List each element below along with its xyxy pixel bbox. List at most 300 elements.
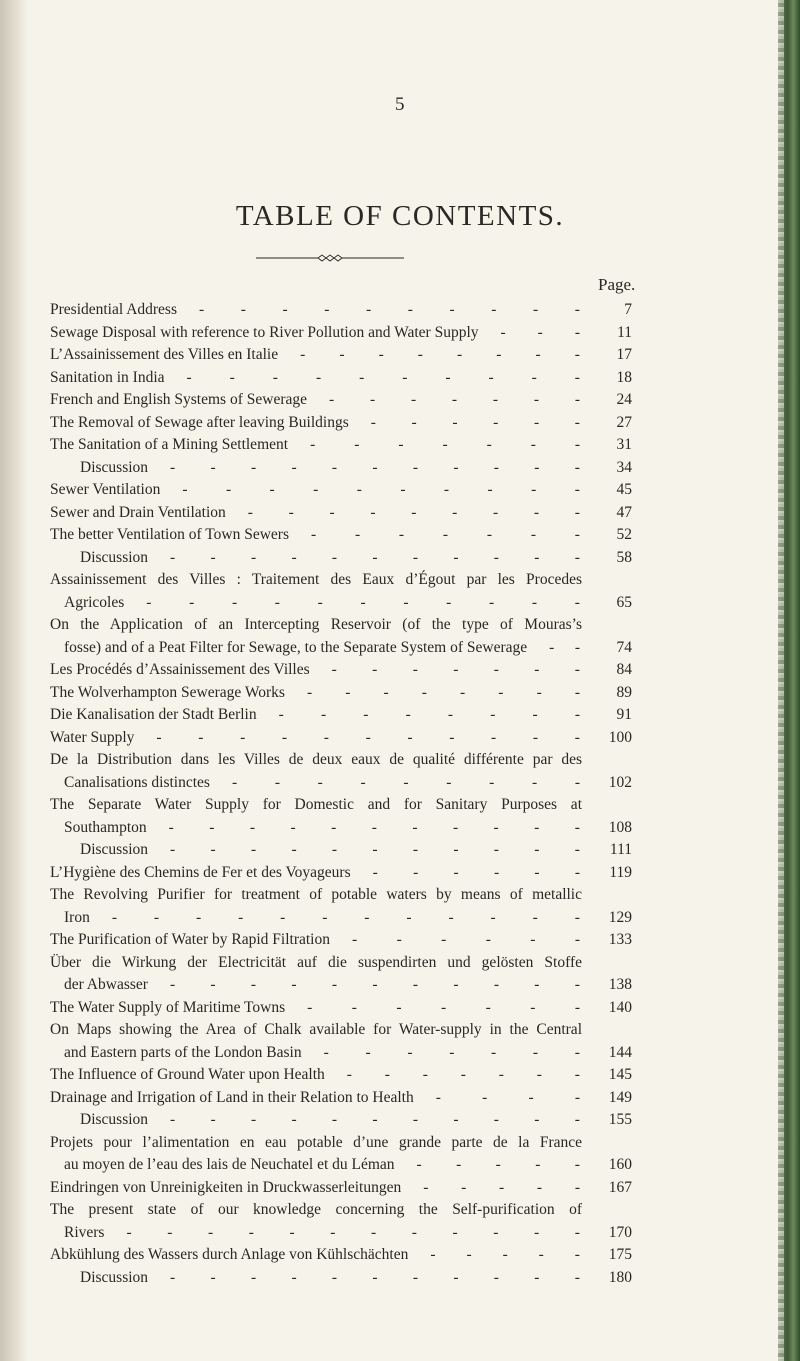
- leader-dash: -: [291, 976, 297, 993]
- toc-entry: [50, 434, 632, 457]
- toc-entry-title: Sewer Ventilation: [50, 481, 161, 498]
- toc-entry-title-line-2: Rivers: [64, 1223, 105, 1241]
- leader-dash: -: [574, 661, 580, 678]
- toc-entry-title: The better Ventilation of Town Sewers: [50, 526, 289, 543]
- toc-entry: [50, 997, 632, 1020]
- leader-dash: -: [491, 1043, 497, 1061]
- leader-dash: -: [482, 1088, 488, 1106]
- leader-dashes: [324, 1042, 580, 1065]
- leader-dash: -: [372, 841, 378, 858]
- leader-dash: -: [207, 1223, 214, 1241]
- toc-entry-title: Discussion: [80, 548, 149, 566]
- leader-dash: -: [430, 1246, 436, 1263]
- leader-dashes: [332, 659, 580, 682]
- leader-dashes: [311, 524, 580, 547]
- leader-dash: -: [435, 1088, 441, 1106]
- leader-dash: -: [488, 368, 494, 386]
- leader-dash: -: [249, 818, 256, 836]
- leader-dash: -: [423, 1178, 429, 1196]
- leader-dash: -: [452, 1223, 458, 1241]
- leader-dash: -: [269, 481, 275, 498]
- leader-dash: -: [331, 548, 338, 566]
- leader-dash: -: [398, 436, 404, 453]
- leader-dash: -: [282, 301, 288, 318]
- leader-dash: -: [372, 1268, 378, 1286]
- leader-dash: -: [225, 481, 232, 498]
- leader-dash: -: [531, 773, 538, 791]
- leader-dash: -: [278, 706, 284, 723]
- leader-dash: -: [487, 481, 493, 498]
- leader-dash: -: [534, 841, 540, 858]
- toc-entry: [50, 569, 632, 614]
- leader-dash: -: [210, 1268, 216, 1286]
- leader-dash: -: [291, 1268, 297, 1286]
- leader-dash: -: [574, 1043, 580, 1061]
- toc-entry-page: 74: [616, 638, 632, 656]
- leader-dash: -: [537, 323, 543, 341]
- leader-dash: -: [574, 346, 580, 363]
- leader-dash: -: [416, 1156, 422, 1173]
- leader-dash: -: [354, 436, 360, 453]
- toc-entry-title-line-1: Projets pour l’alimentation en eau potable d’une grande parte de la France: [50, 1133, 582, 1151]
- leader-dash: -: [498, 1066, 504, 1083]
- leader-dashes: [170, 974, 580, 997]
- leader-dash: -: [111, 908, 117, 926]
- toc-entry-page: 17: [616, 346, 632, 363]
- toc-entry-title: The Purification of Water by Rapid Filtration: [50, 931, 330, 948]
- leader-dash: -: [453, 863, 459, 881]
- leader-dash: -: [574, 1178, 580, 1196]
- toc-entry: [50, 682, 632, 705]
- leader-dash: -: [534, 458, 540, 476]
- leader-dash: -: [412, 458, 419, 476]
- toc-entry-title-line-1: The Separate Water Supply for Domestic and for Sanitary Purposes at: [50, 796, 582, 813]
- leader-dash: -: [449, 301, 455, 318]
- leader-dash: -: [457, 346, 463, 363]
- leader-dash: -: [532, 1043, 539, 1061]
- toc-entry-title: The Wolverhampton Sewerage Works: [50, 683, 285, 701]
- leader-dash: -: [530, 998, 536, 1016]
- toc-entry: [50, 547, 632, 570]
- leader-dash: -: [372, 458, 378, 476]
- leader-dash: -: [493, 503, 499, 521]
- leader-dash: -: [534, 863, 540, 881]
- leader-dash: -: [574, 323, 580, 341]
- toc-entry: [50, 862, 632, 885]
- leader-dash: -: [195, 908, 202, 926]
- leader-dash: -: [574, 301, 580, 318]
- leader-dash: -: [370, 503, 376, 521]
- leader-dash: -: [422, 1066, 428, 1083]
- leader-dash: -: [461, 1178, 467, 1196]
- leader-dashes: [182, 479, 580, 502]
- leader-dashes: [170, 839, 580, 862]
- leader-dash: -: [274, 773, 280, 791]
- leader-dash: -: [442, 436, 448, 453]
- leader-dash: -: [372, 863, 378, 881]
- leader-dash: -: [574, 436, 580, 453]
- leader-dashes: [112, 907, 580, 930]
- leader-dash: -: [451, 391, 458, 408]
- leader-dash: -: [453, 976, 459, 993]
- leader-dash: -: [378, 346, 384, 363]
- leader-dash: -: [441, 998, 447, 1016]
- leader-dash: -: [443, 481, 450, 498]
- leader-dash: -: [453, 841, 459, 858]
- toc-entry-page: 180: [608, 1268, 632, 1286]
- leader-dash: -: [412, 976, 419, 993]
- leader-dash: -: [417, 346, 423, 363]
- leader-dash: -: [199, 301, 205, 318]
- toc-entry-page: 27: [616, 413, 632, 431]
- leader-dash: -: [369, 391, 376, 408]
- leader-dash: -: [248, 1223, 254, 1241]
- leader-dashes: [146, 592, 580, 615]
- leader-dashes: [347, 1064, 580, 1087]
- leader-dash: -: [452, 413, 458, 431]
- leader-dash: -: [371, 818, 377, 836]
- leader-dash: -: [492, 391, 499, 408]
- toc-entry-page: 58: [616, 548, 632, 566]
- leader-dash: -: [370, 1223, 377, 1241]
- leader-dash: -: [421, 683, 427, 701]
- leader-dash: -: [407, 728, 413, 746]
- leader-dash: -: [534, 548, 540, 566]
- toc-entry-page: 138: [608, 976, 632, 993]
- leader-dash: -: [574, 1223, 580, 1241]
- leader-dash: -: [574, 458, 580, 476]
- leader-dash: -: [170, 458, 176, 476]
- leader-dash: -: [490, 908, 496, 926]
- leader-dash: -: [446, 773, 452, 791]
- leader-dash: -: [493, 1268, 499, 1286]
- leader-dashes: [417, 1154, 580, 1177]
- leader-dash: -: [574, 368, 580, 386]
- toc-entry: [50, 749, 632, 794]
- leader-dash: -: [574, 548, 580, 566]
- leader-dash: -: [331, 976, 338, 993]
- leader-dash: -: [229, 368, 235, 386]
- leader-dash: -: [574, 1088, 580, 1106]
- toc-entry: [50, 659, 632, 682]
- toc-entry: [50, 457, 632, 480]
- leader-dash: -: [186, 368, 192, 386]
- leader-dash: -: [339, 346, 345, 363]
- leader-dash: -: [536, 1178, 543, 1196]
- leader-dash: -: [412, 661, 418, 678]
- toc-entry: [50, 929, 632, 952]
- leader-dash: -: [365, 728, 371, 746]
- leader-dash: -: [324, 301, 330, 318]
- toc-entry-title-line-1: De la Distribution dans les Villes de deux eaux de qualité différente par des: [50, 751, 582, 768]
- leader-dashes: [156, 727, 580, 750]
- leader-dash: -: [574, 1268, 580, 1286]
- leader-dash: -: [250, 1268, 257, 1286]
- leader-dash: -: [198, 728, 204, 746]
- leader-dash: -: [170, 1111, 176, 1128]
- toc-entry: [50, 794, 632, 839]
- leader-dash: -: [210, 458, 216, 476]
- leader-dashes: [307, 997, 580, 1020]
- leader-dash: -: [412, 818, 418, 836]
- leader-dash: -: [405, 706, 411, 723]
- leader-dashes: [279, 704, 580, 727]
- leader-dash: -: [574, 728, 580, 746]
- leader-dash: -: [250, 1111, 257, 1128]
- leader-dash: -: [372, 1111, 378, 1128]
- toc-entry-title: Abkühlung des Wassers durch Anlage von Kühlschächten: [50, 1246, 409, 1263]
- toc-entry-page: 145: [608, 1066, 632, 1083]
- leader-dash: -: [495, 1156, 501, 1173]
- leader-dash: -: [493, 863, 500, 881]
- leader-dash: -: [398, 526, 405, 543]
- leader-dash: -: [351, 998, 357, 1016]
- leader-dash: -: [331, 661, 337, 678]
- toc-entry-title: Presidential Address: [50, 301, 177, 318]
- leader-dash: -: [489, 773, 495, 791]
- leader-dash: -: [238, 908, 244, 926]
- leader-dash: -: [574, 998, 580, 1016]
- leader-dash: -: [574, 503, 580, 521]
- leader-dash: -: [313, 481, 319, 498]
- leader-dash: -: [493, 976, 499, 993]
- toc-entry-page: 102: [608, 773, 632, 791]
- leader-dash: -: [323, 1043, 329, 1061]
- leader-dash: -: [532, 706, 538, 723]
- toc-entry-title: The Influence of Ground Water upon Health: [50, 1066, 325, 1083]
- leader-dash: -: [372, 661, 378, 678]
- leader-dash: -: [493, 548, 499, 566]
- leader-dash: -: [445, 368, 451, 386]
- leader-dash: -: [280, 908, 286, 926]
- leader-dash: -: [315, 368, 322, 386]
- leader-dash: -: [533, 503, 540, 521]
- leader-dashes: [310, 434, 580, 457]
- toc-entry-page: 89: [616, 683, 632, 701]
- leader-dash: -: [412, 1111, 419, 1128]
- leader-dash: -: [493, 818, 499, 836]
- toc-entry: [50, 299, 632, 322]
- leader-dash: -: [538, 1246, 544, 1263]
- leader-dash: -: [502, 1246, 508, 1263]
- leader-dash: -: [491, 728, 497, 746]
- leader-dash: -: [498, 683, 504, 701]
- leader-dashes: [300, 344, 580, 367]
- leader-dash: -: [574, 773, 580, 791]
- leader-dash: -: [331, 1111, 338, 1128]
- leader-dash: -: [365, 1043, 371, 1061]
- leader-dash: -: [448, 908, 454, 926]
- leader-dash: -: [574, 706, 580, 723]
- toc-entry-page: 129: [608, 908, 632, 926]
- toc-entry-title-line-1: The Revolving Purifier for treatment of potable waters by means of metallic: [50, 886, 582, 903]
- leader-dash: -: [485, 931, 491, 948]
- leader-dash: -: [446, 593, 452, 611]
- leader-dash: -: [411, 1223, 417, 1241]
- leader-dash: -: [281, 728, 288, 746]
- toc-entry: [50, 322, 632, 345]
- leader-dash: -: [291, 1111, 297, 1128]
- leader-dash: -: [534, 1268, 540, 1286]
- leader-dash: -: [331, 818, 337, 836]
- leader-dash: -: [320, 706, 327, 723]
- toc-entry: [50, 367, 632, 390]
- leader-dash: -: [407, 301, 413, 318]
- leader-dash: -: [169, 976, 176, 993]
- leader-dashes: [371, 412, 580, 435]
- toc-entry: [50, 704, 632, 727]
- toc-entry: [50, 1019, 632, 1064]
- toc-entry: [50, 502, 632, 525]
- leader-dash: -: [500, 323, 506, 341]
- leader-dash: -: [330, 1223, 336, 1241]
- leader-dash: -: [240, 728, 246, 746]
- toc-entry-title-line-1: Assainissement des Villes : Traitement des Eaux d’Égout par les Procedes: [50, 571, 582, 588]
- leader-dash: -: [453, 1111, 459, 1128]
- leader-dash: -: [493, 413, 499, 431]
- toc-entry-title-line-1: The present state of our knowledge concerning the Self-purification of: [50, 1201, 582, 1218]
- leader-dash: -: [574, 863, 580, 881]
- toc-entry-title: Discussion: [80, 1268, 149, 1286]
- leader-dash: -: [384, 1066, 390, 1083]
- leader-dash: -: [146, 593, 152, 611]
- toc-entry-page: 119: [609, 863, 632, 881]
- toc-entry-page: 52: [616, 526, 632, 543]
- leader-dash: -: [530, 526, 536, 543]
- toc-entry: [50, 524, 632, 547]
- leader-dash: -: [493, 661, 499, 678]
- toc-entry-title: Sewer and Drain Ventilation: [50, 503, 226, 521]
- toc-entry: [50, 839, 632, 862]
- leader-dash: -: [574, 818, 580, 836]
- toc-entry: [50, 614, 632, 659]
- toc-entry-page: 31: [616, 436, 632, 453]
- leader-dash: -: [250, 976, 257, 993]
- leader-dash: -: [372, 976, 378, 993]
- leader-dash: -: [209, 818, 215, 836]
- leader-dash: -: [396, 931, 402, 948]
- leader-dashes: [248, 502, 580, 525]
- leader-dash: -: [574, 413, 580, 431]
- leader-dash: -: [322, 908, 328, 926]
- toc-entry-page: 45: [616, 481, 632, 498]
- leader-dash: -: [402, 368, 408, 386]
- leader-dash: -: [307, 998, 313, 1016]
- leader-dash: -: [533, 1223, 540, 1241]
- leader-dash: -: [396, 998, 402, 1016]
- leader-dash: -: [413, 863, 419, 881]
- leader-dash: -: [530, 436, 536, 453]
- leader-dashes: [170, 1267, 580, 1290]
- toc-entry-title: The Removal of Sewage after leaving Buildings: [50, 413, 349, 431]
- leader-dash: -: [400, 481, 406, 498]
- toc-entry-title-line-2: Southampton: [64, 818, 147, 836]
- toc-entry-page: 140: [608, 998, 632, 1016]
- leader-dashes: [373, 862, 580, 885]
- leader-dash: -: [363, 706, 369, 723]
- toc-entry-page: 11: [617, 323, 632, 341]
- leader-dash: -: [329, 391, 335, 408]
- leader-dash: -: [360, 593, 366, 611]
- toc-entry-page: 47: [616, 503, 632, 521]
- leader-dashes: [501, 322, 581, 345]
- toc-entry: [50, 1244, 632, 1267]
- leader-dash: -: [447, 706, 454, 723]
- leader-dash: -: [533, 301, 539, 318]
- leader-dash: -: [460, 683, 466, 701]
- leader-dash: -: [531, 593, 538, 611]
- toc-entry-page: 144: [608, 1043, 632, 1061]
- toc-entry-title: The Water Supply of Maritime Towns: [50, 998, 286, 1016]
- leader-dash: -: [460, 1066, 466, 1083]
- leader-dash: -: [231, 593, 238, 611]
- leader-dash: -: [412, 841, 419, 858]
- leader-dash: -: [493, 1223, 499, 1241]
- toc-entry-title: Water Supply: [50, 728, 135, 746]
- leader-dash: -: [449, 728, 455, 746]
- toc-entry-title-line-2: der Abwasser: [64, 976, 148, 993]
- leader-dash: -: [574, 976, 580, 993]
- leader-dashes: [126, 1222, 580, 1245]
- toc-entry-page: 133: [608, 931, 632, 948]
- leader-dash: -: [574, 1156, 580, 1173]
- toc-entry-page: 111: [609, 841, 632, 858]
- toc-entry-page: 100: [608, 728, 632, 746]
- leader-dash: -: [531, 368, 537, 386]
- leader-dash: -: [453, 458, 459, 476]
- page-number: 5: [395, 94, 405, 115]
- leader-dash: -: [210, 976, 216, 993]
- toc-entry-title: Sanitation in India: [50, 368, 165, 386]
- leader-dash: -: [574, 683, 580, 701]
- leader-dash: -: [153, 908, 160, 926]
- leader-dash: -: [274, 593, 280, 611]
- leader-dash: -: [250, 841, 257, 858]
- toc-entry-title-line-1: On Maps showing the Area of Chalk available for Water-supply in the Central: [50, 1021, 582, 1038]
- leader-dash: -: [532, 728, 539, 746]
- leader-dash: -: [496, 346, 502, 363]
- leader-dash: -: [466, 1246, 472, 1263]
- leader-dash: -: [411, 503, 417, 521]
- leader-dash: -: [453, 1268, 459, 1286]
- toc-entry-title: Sewage Disposal with reference to River Pollution and Water Supply: [50, 323, 479, 341]
- toc-entry-title: Discussion: [80, 1111, 149, 1128]
- leader-dash: -: [250, 458, 257, 476]
- leader-dash: -: [453, 548, 459, 566]
- leader-dash: -: [354, 526, 361, 543]
- leader-dash: -: [291, 548, 297, 566]
- leader-dash: -: [170, 548, 176, 566]
- toc-entry-page: 24: [616, 391, 632, 408]
- leader-dash: -: [360, 773, 366, 791]
- leader-dashes: [352, 929, 580, 952]
- leader-dash: -: [412, 1268, 419, 1286]
- leader-dash: -: [574, 931, 580, 948]
- toc-entry-page: 7: [624, 301, 632, 318]
- leader-dash: -: [310, 436, 316, 453]
- toc-entry: [50, 479, 632, 502]
- toc-entry-title: L’Assainissement des Villes en Italie: [50, 346, 279, 363]
- toc-entry: [50, 1064, 632, 1087]
- leader-dash: -: [535, 1156, 541, 1173]
- leader-dash: -: [535, 346, 541, 363]
- leader-dashes: [170, 457, 580, 480]
- toc-entry-title-line-2: Iron: [64, 908, 90, 926]
- leader-dash: -: [490, 706, 496, 723]
- toc-entry-page: 18: [616, 368, 632, 386]
- toc-entry: [50, 412, 632, 435]
- toc-entry-page: 34: [616, 458, 632, 476]
